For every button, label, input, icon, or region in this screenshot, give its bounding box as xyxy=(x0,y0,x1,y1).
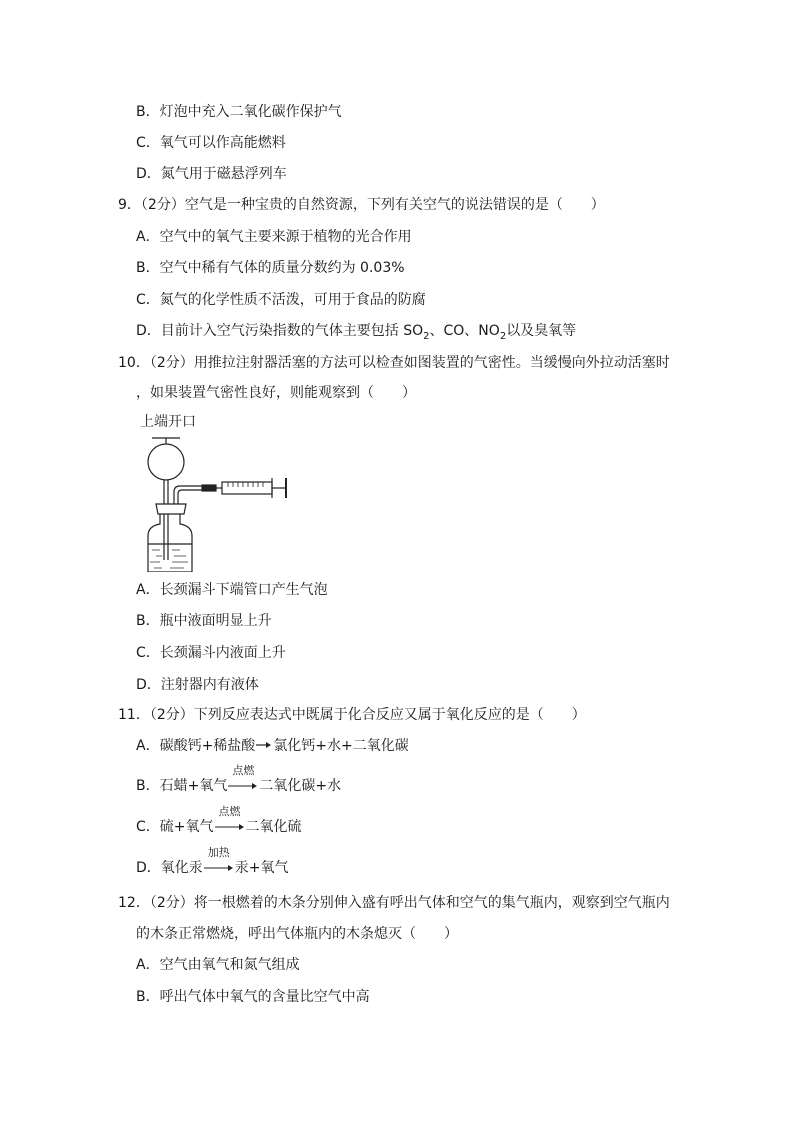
reaction-arrow xyxy=(256,736,272,756)
q10-option-d: D．注射器内有液体 xyxy=(136,677,259,693)
rubber-connector xyxy=(202,485,216,491)
q11-option-c-products: 二氧化硫 xyxy=(245,819,302,835)
funnel-bulb xyxy=(148,444,184,480)
arrow-icon xyxy=(256,740,272,750)
q11-option-d-products: 汞+氧气 xyxy=(234,860,289,876)
q8-option-d: D．氮气用于磁悬浮列车 xyxy=(136,166,287,182)
rubber-stopper xyxy=(156,504,186,514)
q10-stem-line2: ，如果装置气密性良好，则能观察到（ ） xyxy=(136,385,416,401)
q9-option-b: B．空气中稀有气体的质量分数约为 0.03% xyxy=(136,260,405,276)
reaction-condition: 加热 xyxy=(207,846,230,859)
arrow-icon xyxy=(228,780,258,790)
figure-label: 上端开口 xyxy=(140,414,196,430)
q11-stem: 11．（2分）下列反应表达式中既属于化合反应又属于氧化反应的是（ ） xyxy=(118,707,586,723)
q11-option-b xyxy=(136,764,342,796)
reaction-condition: 点燃 xyxy=(218,805,241,818)
q10-apparatus-figure xyxy=(140,410,300,570)
q11-option-c-reactants: C．硫+氧气 xyxy=(136,819,214,835)
q8-option-c: C．氧气可以作高能燃料 xyxy=(136,135,286,151)
reaction-arrow xyxy=(228,764,258,796)
q12-stem-line1: 12．（2分）将一根燃着的木条分别伸入盛有呼出气体和空气的集气瓶内，观察到空气瓶内 xyxy=(118,895,670,911)
q11-option-a-reactants: A．碳酸钙+稀盐酸 xyxy=(136,738,256,754)
syringe-barrel xyxy=(222,482,272,494)
q10-option-b: B．瓶中液面明显上升 xyxy=(136,613,272,629)
q9-option-d-sub2: 2 xyxy=(499,330,507,342)
delivery-tube-inner xyxy=(178,490,202,504)
bottle xyxy=(148,514,192,572)
q11-option-d xyxy=(136,846,289,878)
arrow-icon xyxy=(204,862,234,872)
q9-option-d-sub1: 2 xyxy=(423,330,430,342)
reaction-condition: 点燃 xyxy=(232,764,255,777)
q9-option-d-part1: D．目前计入空气污染指数的气体主要包括 SO xyxy=(136,323,424,339)
q9-option-a: A．空气中的氧气主要来源于植物的光合作用 xyxy=(136,229,412,245)
q11-option-d-reactants: D．氧化汞 xyxy=(136,860,203,876)
q11-option-b-reactants: B．石蜡+氧气 xyxy=(136,778,228,794)
q9-stem: 9．（2分）空气是一种宝贵的自然资源，下列有关空气的说法错误的是（ ） xyxy=(118,197,605,213)
q9-option-c: C．氮气的化学性质不活泼，可用于食品的防腐 xyxy=(136,292,426,308)
q11-option-a xyxy=(136,736,409,756)
q12-option-a: A．空气由氧气和氮气组成 xyxy=(136,957,300,973)
q8-option-b: B．灯泡中充入二氧化碳作保护气 xyxy=(136,104,342,120)
q11-option-a-products: 氯化钙+水+二氧化碳 xyxy=(273,738,409,754)
q10-option-c: C．长颈漏斗内液面上升 xyxy=(136,645,286,661)
arrow-icon xyxy=(215,821,245,831)
q9-option-d xyxy=(136,321,576,341)
q9-option-d-part2: 、CO、NO xyxy=(429,323,500,339)
reaction-arrow xyxy=(204,846,234,878)
reaction-arrow xyxy=(215,805,245,837)
q12-stem-line2: 的木条正常燃烧，呼出气体瓶内的木条熄灭（ ） xyxy=(136,926,458,942)
q10-option-a: A．长颈漏斗下端管口产生气泡 xyxy=(136,582,328,598)
q11-option-b-products: 二氧化碳+水 xyxy=(259,778,342,794)
apparatus-diagram xyxy=(140,432,300,572)
q11-option-c xyxy=(136,805,302,837)
q10-stem-line1: 10．（2分）用推拉注射器活塞的方法可以检查如图装置的气密性。当缓慢向外拉动活塞时 xyxy=(118,355,670,371)
q12-option-b: B．呼出气体中氧气的含量比空气中高 xyxy=(136,989,370,1005)
q9-option-d-part3: 以及臭氧等 xyxy=(506,323,577,339)
